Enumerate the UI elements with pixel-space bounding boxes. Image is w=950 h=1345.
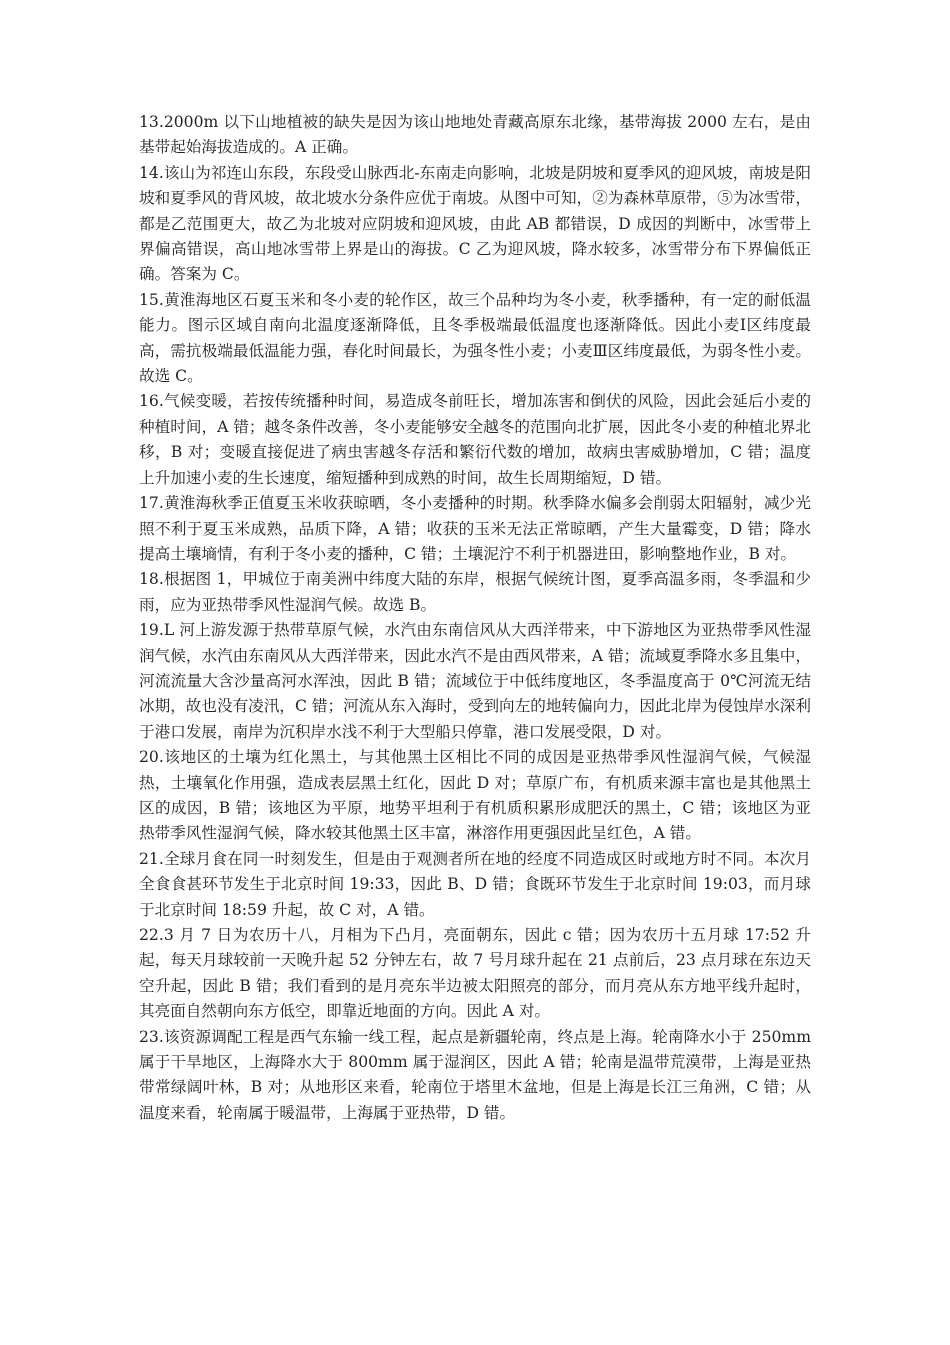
question-number: 16. [139,392,164,411]
question-number: 20. [139,748,164,767]
question-number: 19. [139,621,164,640]
answer-14 [139,161,811,288]
question-number: 21. [139,849,164,868]
answer-16 [139,389,811,491]
answer-23 [139,1025,811,1127]
answer-13 [139,110,811,161]
answer-text: 该地区的土壤为红化黑土，与其他黑土区相比不同的成因是亚热带季风性湿润气候，气候湿热，土壤氧化作用强，造成表层黑土红化，因此 D 对；草原广布，有机质来源丰富也是其他黑土区的成因，B 错；该地区为平原，地势平坦利于有机质积累形成肥沃的黑土，C 错；该地区为亚热带季风性湿润气候，降水较其他黑土区丰富，淋溶作用更强因此呈红色，A 错。 [139,748,811,843]
answer-text: 全球月食在同一时刻发生，但是由于观测者所在地的经度不同造成区时或地方时不同。本次月全食食甚环节发生于北京时间 19:33，因此 B、D 错；食既环节发生于北京时间 19:03，而月球于北京时间 18:59 升起，故 C 对，A 错。 [139,849,811,919]
answer-text: 根据图 1，甲城位于南美洲中纬度大陆的东岸，根据气候统计图，夏季高温多雨，冬季温和少雨，应为亚热带季风性湿润气候。故选 B。 [139,570,811,614]
answer-20 [139,745,811,847]
question-number: 23. [139,1027,164,1046]
answer-15 [139,288,811,390]
answer-text: 黄淮海秋季正值夏玉米收获晾晒，冬小麦播种的时期。秋季降水偏多会削弱太阳辐射，减少光照不利于夏玉米成熟，品质下降，A 错；收获的玉米无法正常晾晒，产生大量霉变，D 错；降水提高土壤墒情，有利于冬小麦的播种，C 错；土壤泥泞不利于机器进田，影响整地作业，B 对。 [139,494,811,563]
question-number: 18. [139,570,164,589]
question-number: 17. [139,494,164,513]
answer-22 [139,923,811,1025]
answer-21 [139,847,811,923]
answer-page [139,110,811,1126]
answer-19 [139,618,811,745]
question-number: 13. [139,113,164,131]
answer-text: L 河上游发源于热带草原气候，水汽由东南信风从大西洋带来，中下游地区为亚热带季风性湿润气候，水汽由东南风从大西洋带来，因此水汽不是由西风带来，A 错；流域夏季降水多且集中，河流流量大含沙量高河水浑浊，因此 B 错；流域位于中低纬度地区，冬季温度高于 0℃河流无结冰期，故也没有凌汛，C 错；河流从东入海时，受到向左的地转偏向力，因此北岸为侵蚀岸水深利于港口发展，南岸为沉积岸水浅不利于大型船只停靠，港口发展受限，D 对。 [139,621,811,741]
answer-18 [139,567,811,618]
question-number: 14. [139,163,164,182]
answer-17 [139,491,811,567]
answer-text: 黄淮海地区石夏玉米和冬小麦的轮作区，故三个品种均为冬小麦，秋季播种，有一定的耐低温能力。图示区域自南向北温度逐渐降低，且冬季极端最低温度也逐渐降低。因此小麦Ⅰ区纬度最高，需抗极端最低温能力强，春化时间最长，为强冬性小麦；小麦Ⅲ区纬度最低，为弱冬性小麦。故选 C。 [139,290,811,386]
question-number: 22. [139,926,164,944]
answer-text: 气候变暖，若按传统播种时间，易造成冬前旺长，增加冻害和倒伏的风险，因此会延后小麦的种植时间，A 错；越冬条件改善，冬小麦能够安全越冬的范围向北扩展，因此冬小麦的种植北界北移，B 对；变暖直接促进了病虫害越冬存活和繁衍代数的增加，故病虫害威胁增加，C 错；温度上升加速小麦的生长速度，缩短播种到成熟的时间，故生长周期缩短，D 错。 [139,392,811,487]
answer-text: 2000m 以下山地植被的缺失是因为该山地地处青藏高原东北缘，基带海拔 2000 左右，是由基带起始海拔造成的。A 正确。 [139,113,811,157]
answer-text: 该资源调配工程是西气东输一线工程，起点是新疆轮南，终点是上海。轮南降水小于 250mm 属于干旱地区，上海降水大于 800mm 属于湿润区，因此 A 错；轮南是温带荒漠带，上海是亚热带常绿阔叶林，B 对；从地形区来看，轮南位于塔里木盆地，但是上海是长江三角洲，C 错；从温度来看，轮南属于暖温带，上海属于亚热带，D 错。 [139,1027,811,1122]
answer-text: 该山为祁连山东段，东段受山脉西北-东南走向影响，北坡是阴坡和夏季风的迎风坡，南坡是阳坡和夏季风的背风坡，故北坡水分条件应优于南坡。从图中可知，②为森林草原带，⑤为冰雪带，都是乙范围更大，故乙为北坡对应阴坡和迎风坡，由此 AB 都错误，D 成因的判断中，冰雪带上界偏高错误，高山地冰雪带上界是山的海拔。C 乙为迎风坡，降水较多，冰雪带分布下界偏低正确。答案为 C。 [139,163,811,284]
question-number: 15. [139,290,164,309]
answer-text: 3 月 7 日为农历十八，月相为下凸月，亮面朝东，因此 c 错；因为农历十五月球 17:52 升起，每天月球较前一天晚升起 52 分钟左右，故 7 号月球升起在 21 点前后，23 点月球在东边天空升起，因此 B 错；我们看到的是月亮东半边被太阳照亮的部分，而月亮从东方地平线升起时，其亮面自然朝向东方低空，即靠近地面的方向。因此 A 对。 [139,926,811,1021]
